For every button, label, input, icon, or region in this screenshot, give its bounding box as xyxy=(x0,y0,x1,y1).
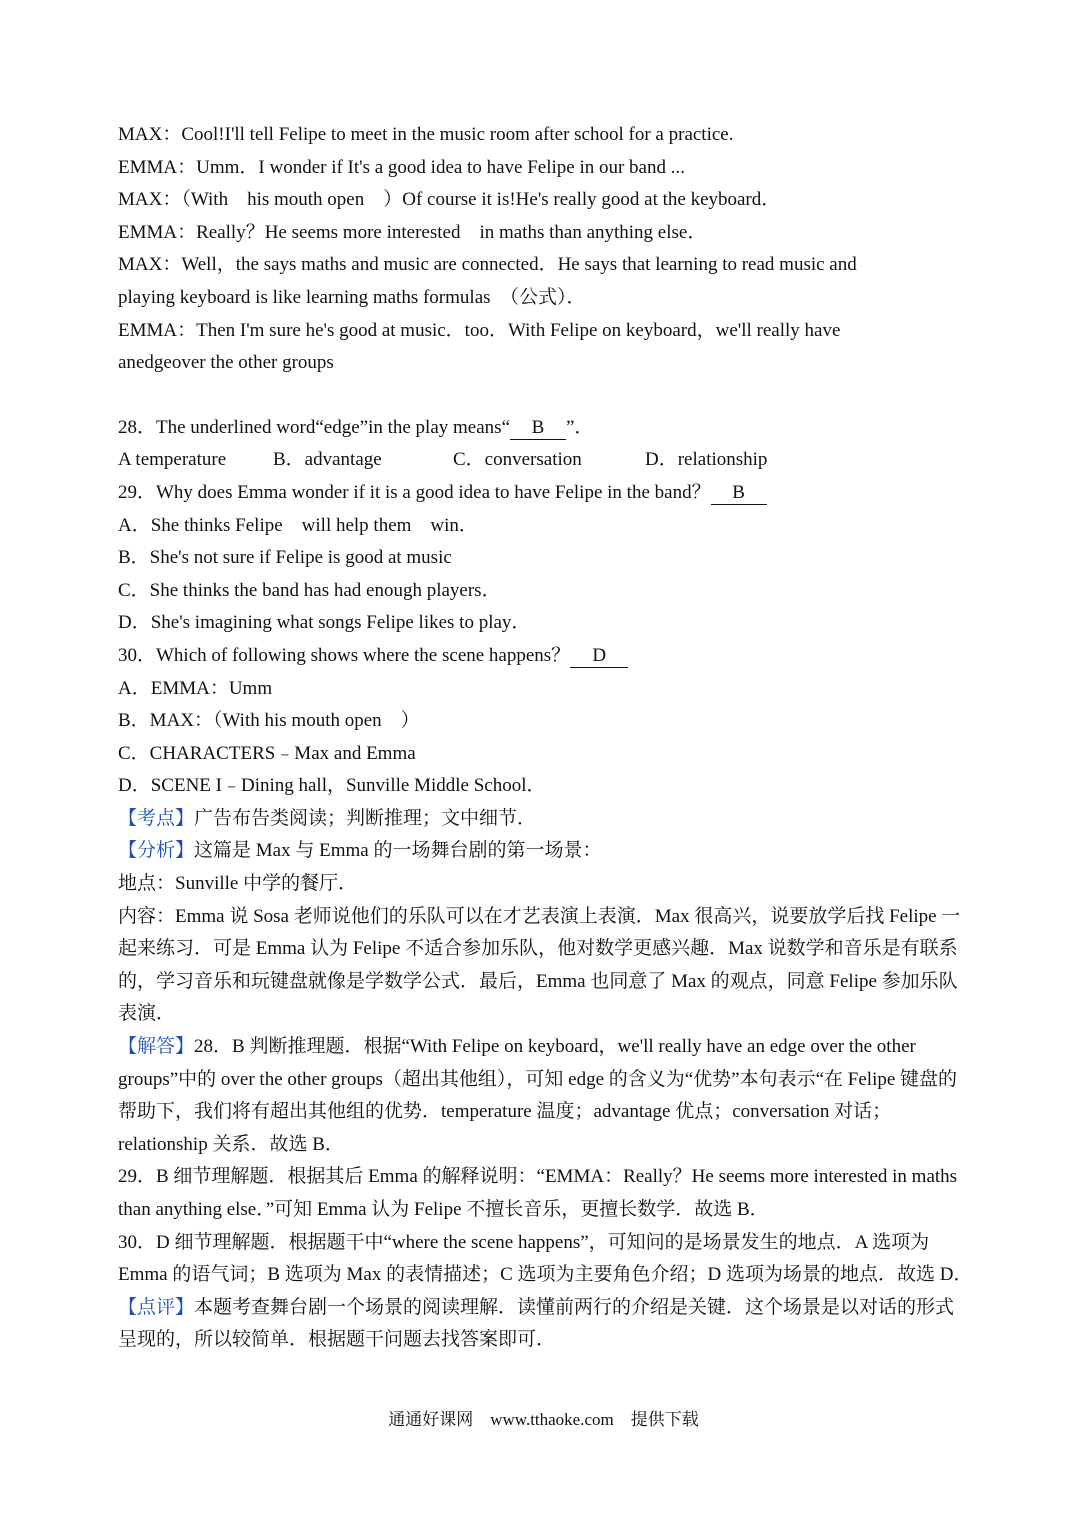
fenxi-content: 内容：Emma 说 Sosa 老师说他们的乐队可以在才艺表演上表演．Max 很高兴，说要放学后找 Felipe 一起来练习．可是 Emma 认为 Felipe 不适合参加乐队，他对数学更感兴趣．Max 说数学和音乐是有联系的，学习音乐和玩键盘就像是学数学公式．最后，Emma 也同意了 Max 的观点，同意 Felipe 参加乐队表演． xyxy=(118,905,961,1025)
option: D．SCENE I﹣Dining hall，Sunville Middle School． xyxy=(118,775,546,797)
section-tag: 【解答】 xyxy=(118,1036,195,1058)
option: D．relationship xyxy=(645,449,768,471)
option: A temperature xyxy=(118,449,227,471)
dialogue-line: MAX：Well，the says maths and music are connected．He says that learning to read music and xyxy=(118,254,857,276)
option: C．She thinks the band has had enough players． xyxy=(118,579,501,601)
answer-blank: B xyxy=(510,417,566,440)
option: B．advantage xyxy=(273,449,382,471)
dialogue-line: EMMA：Umm．I wonder if It's a good idea to have Felipe in our band ... xyxy=(118,156,685,178)
kaodian-section: 【考点】广告布告类阅读；判断推理；文中细节． xyxy=(118,807,537,829)
dialogue-line: MAX：Cool!I'll tell Felipe to meet in the music room after school for a practice. xyxy=(118,124,734,145)
option: A．EMMA：Umm xyxy=(118,677,273,699)
question-28-options xyxy=(118,444,973,477)
answer-29-explanation: 29．B 细节理解题．根据其后 Emma 的解释说明：“EMMA：Really？He seems more interested in maths than anything else．”可知 Emma 认为 Felipe 不擅长音乐，更擅长数学．故选 B． xyxy=(118,1166,958,1220)
dialogue-line: MAX：（With his mouth open ）Of course it is!He's really good at the keyboard． xyxy=(118,189,781,211)
answer-blank: D xyxy=(570,645,628,668)
section-tag: 【考点】 xyxy=(118,807,195,829)
underlined-word: edge xyxy=(135,352,172,374)
document-body xyxy=(118,119,973,1357)
dialogue-line: playing keyboard is like learning maths formulas （公式）． xyxy=(118,286,586,308)
option: B．She's not sure if Felipe is good at music xyxy=(118,547,452,569)
option: C．conversation xyxy=(453,449,582,471)
dialogue-line: EMMA：Then I'm sure he's good at music．too．With Felipe on keyboard，we'll really have xyxy=(118,319,841,341)
dialogue-line: EMMA：Really？He seems more interested in maths than anything else． xyxy=(118,221,707,243)
jieda-section: 【解答】28．B 判断推理题．根据“With Felipe on keyboard，we'll really have an edge over the other groups”中的 over the other groups（超出其他组），可知 edge 的含义为“优势”本句表示“在 Felipe 键盘的帮助下，我们将有超出其他组的优势．temperature 温度；advantage 优点；conversation 对话；relationship 关系．故选 B． xyxy=(118,1036,958,1155)
page-footer: 通通好课网 www.tthaoke.com 提供下载 xyxy=(388,1410,699,1429)
option: A．She thinks Felipe will help them win． xyxy=(118,514,478,536)
section-tag: 【点评】 xyxy=(118,1296,195,1318)
option: C．CHARACTERS﹣Max and Emma xyxy=(118,742,416,764)
section-tag: 【分析】 xyxy=(118,840,195,862)
dianping-section: 【点评】本题考查舞台剧一个场景的阅读理解．读懂前两行的介绍是关键．这个场景是以对话的形式呈现的，所以较简单．根据题干问题去找答案即可． xyxy=(118,1296,955,1351)
question-30-stem: 30．Which of following shows where the scene happens？ D xyxy=(118,640,973,673)
fenxi-section: 【分析】这篇是 Max 与 Emma 的一场舞台剧的第一场景： xyxy=(118,840,602,862)
question-29-stem: 29．Why does Emma wonder if it is a good idea to have Felipe in the band？ B xyxy=(118,477,973,510)
option: D．She's imagining what songs Felipe likes to play． xyxy=(118,612,531,634)
question-28-stem: 28．The underlined word“edge”in the play means“ B ”． xyxy=(118,416,594,438)
answer-blank: B xyxy=(711,482,767,505)
fenxi-place: 地点：Sunville 中学的餐厅． xyxy=(118,873,358,895)
option: B．MAX：（With his mouth open ） xyxy=(118,710,420,732)
answer-30-explanation: 30．D 细节理解题．根据题干中“where the scene happens”，可知问的是场景发生的地点．A 选项为 Emma 的语气词；B 选项为 Max 的表情描述；C 选项为主要角色介绍；D 选项为场景的地点．故选 D． xyxy=(118,1231,973,1286)
dialogue-line: anedgeover the other groups xyxy=(118,352,334,374)
